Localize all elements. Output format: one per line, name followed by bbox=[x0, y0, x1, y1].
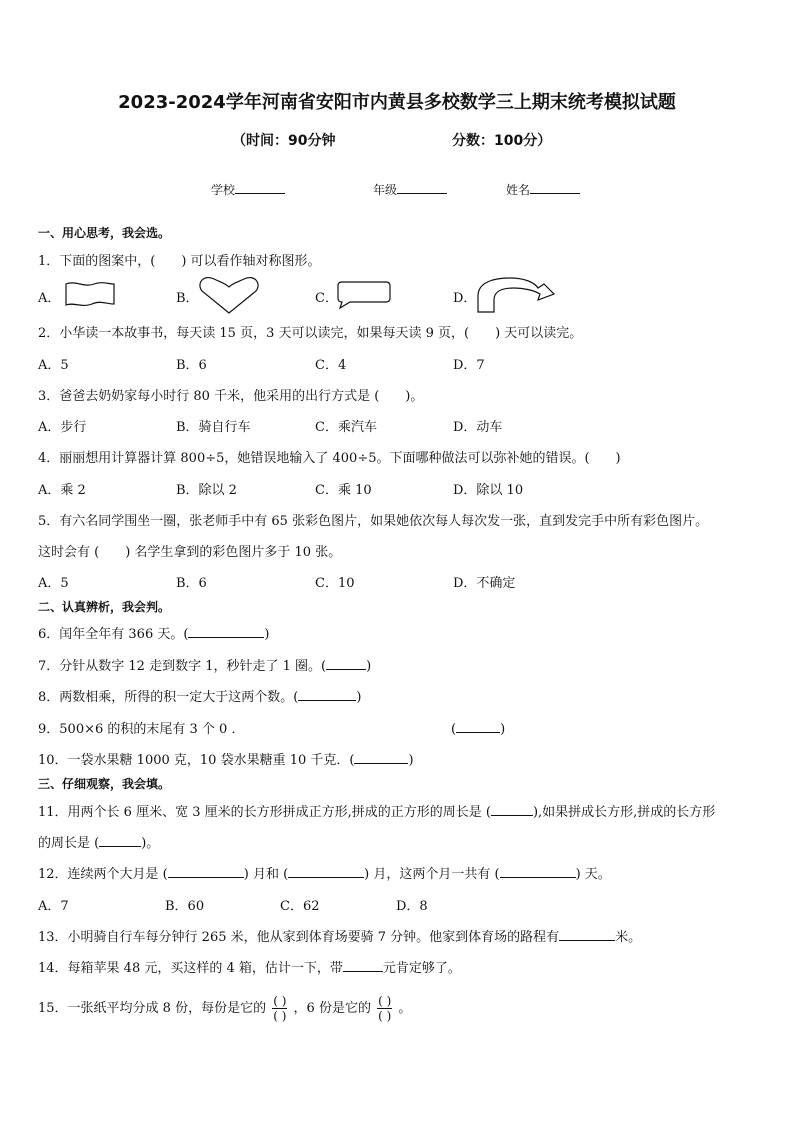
question-15-p1: 15．一张纸平均分成 8 份，每份是它的 bbox=[38, 1001, 267, 1016]
question-12-p4: ) 天。 bbox=[575, 867, 611, 882]
question-15-p2: ，6 份是它的 bbox=[293, 1001, 371, 1016]
q2-option-d[interactable]: D．7 bbox=[453, 358, 485, 373]
question-9: 9．500×6 的积的末尾有 3 个 0 ． bbox=[38, 722, 245, 737]
q4-option-d[interactable]: D．除以 10 bbox=[453, 483, 524, 498]
q1-option-c[interactable]: C． bbox=[315, 291, 338, 306]
q12-option-d[interactable]: D．8 bbox=[396, 899, 428, 914]
q3-option-d[interactable]: D．动车 bbox=[453, 420, 503, 435]
question-6-text: 6．闰年全年有 366 天。( bbox=[38, 627, 189, 642]
q3-option-b[interactable]: B．骑自行车 bbox=[176, 420, 251, 435]
answer-blank[interactable] bbox=[491, 801, 533, 816]
question-7-end: ) bbox=[366, 659, 372, 674]
q12-option-a[interactable]: A．7 bbox=[38, 899, 69, 914]
question-2: 2．小华读一本故事书，每天读 15 页，3 天可以读完，如果每天读 9 页，( ) 天可以读完。 bbox=[38, 326, 583, 341]
answer-blank[interactable] bbox=[326, 655, 366, 670]
question-10-end: ) bbox=[408, 753, 414, 768]
question-8 bbox=[38, 686, 361, 705]
school-label: 学校 bbox=[211, 183, 236, 197]
answer-blank[interactable] bbox=[188, 623, 264, 638]
q5-option-d[interactable]: D．不确定 bbox=[453, 576, 516, 591]
answer-blank[interactable] bbox=[298, 686, 356, 701]
question-13 bbox=[38, 926, 641, 945]
question-4: 4．丽丽想用计算器计算 800÷5，她错误地输入了 400÷5。下面哪种做法可以弥补她的错误。( ) bbox=[38, 451, 621, 466]
exam-title: 2023-2024学年河南省安阳市内黄县多校数学三上期末统考模拟试题 bbox=[118, 92, 676, 113]
answer-blank[interactable] bbox=[354, 749, 408, 764]
question-11-line-2-b: )。 bbox=[141, 836, 160, 851]
question-15 bbox=[38, 994, 411, 1023]
q3-option-c[interactable]: C．乘汽车 bbox=[315, 420, 377, 435]
question-14-end: 元肯定够了。 bbox=[382, 961, 461, 976]
question-11-line-1 bbox=[38, 801, 715, 820]
answer-blank[interactable] bbox=[168, 863, 244, 878]
question-13-end: 米。 bbox=[615, 930, 642, 945]
section-1-heading: 一、用心思考，我会选。 bbox=[38, 226, 171, 240]
question-12 bbox=[38, 863, 611, 882]
question-10-text: 10．一袋水果糖 1000 克，10 袋水果糖重 10 千克．( bbox=[38, 753, 355, 768]
exam-time: （时间：90分钟 bbox=[232, 133, 336, 149]
school-field[interactable] bbox=[211, 181, 285, 198]
answer-blank[interactable] bbox=[500, 863, 576, 878]
question-14-text: 14．每箱苹果 48 元，买这样的 4 箱，估计一下，带 bbox=[38, 961, 343, 976]
exam-score: 分数：100分） bbox=[452, 133, 552, 149]
question-7-text: 7．分针从数字 12 走到数字 1，秒针走了 1 圈。( bbox=[38, 659, 327, 674]
question-10 bbox=[38, 749, 414, 768]
q1-option-b[interactable]: B． bbox=[176, 291, 199, 306]
fraction-numerator: ( ) bbox=[273, 994, 287, 1008]
q3-option-a[interactable]: A．步行 bbox=[38, 420, 87, 435]
question-11-part-1: 11．用两个长 6 厘米、宽 3 厘米的长方形拼成正方形,拼成的正方形的周长是 ( bbox=[38, 805, 491, 820]
answer-blank[interactable] bbox=[288, 863, 364, 878]
answer-blank[interactable] bbox=[559, 926, 615, 941]
q5-option-a[interactable]: A．5 bbox=[38, 576, 69, 591]
speech-bubble-icon bbox=[336, 280, 392, 310]
fraction-blank[interactable] bbox=[377, 994, 392, 1023]
question-1: 1．下面的图案中，( ) 可以看作轴对称图形。 bbox=[38, 254, 321, 269]
q4-option-a[interactable]: A．乘 2 bbox=[38, 483, 86, 498]
curved-arrow-icon bbox=[474, 276, 558, 314]
fraction-blank[interactable] bbox=[272, 994, 287, 1023]
q5-option-c[interactable]: C．10 bbox=[315, 576, 355, 591]
question-11-line-2 bbox=[38, 832, 159, 851]
q1-option-a[interactable]: A． bbox=[38, 291, 61, 306]
flag-icon bbox=[64, 280, 116, 308]
q2-option-c[interactable]: C．4 bbox=[315, 358, 347, 373]
question-5-line-1: 5．有六名同学围坐一圈，张老师手中有 65 张彩色图片，如果她依次每人每次发一张，直到发完手中所有彩色图片。 bbox=[38, 514, 709, 529]
answer-blank[interactable] bbox=[343, 957, 383, 972]
heart-icon bbox=[198, 275, 260, 315]
question-12-p1: 12．连续两个大月是 ( bbox=[38, 867, 168, 882]
q4-option-b[interactable]: B．除以 2 bbox=[176, 483, 237, 498]
fraction-denominator: ( ) bbox=[273, 1009, 287, 1023]
question-12-p3: ) 月，这两个月一共有 ( bbox=[364, 867, 500, 882]
question-6-end: ) bbox=[264, 627, 270, 642]
question-5-line-2: 这时会有 ( ) 名学生拿到的彩色图片多于 10 张。 bbox=[38, 545, 342, 560]
question-12-p2: ) 月和 ( bbox=[243, 867, 289, 882]
name-label: 姓名 bbox=[506, 183, 531, 197]
fraction-denominator: ( ) bbox=[378, 1009, 392, 1023]
q4-option-c[interactable]: C．乘 10 bbox=[315, 483, 372, 498]
question-8-text: 8．两数相乘，所得的积一定大于这两个数。( bbox=[38, 690, 299, 705]
q2-option-b[interactable]: B．6 bbox=[176, 358, 207, 373]
grade-field[interactable] bbox=[373, 181, 447, 198]
question-14 bbox=[38, 957, 461, 976]
question-11-line-2-a: 的周长是 ( bbox=[38, 836, 100, 851]
q12-option-c[interactable]: C．62 bbox=[280, 899, 320, 914]
question-15-p3: 。 bbox=[398, 1001, 412, 1016]
q2-option-a[interactable]: A．5 bbox=[38, 358, 69, 373]
answer-blank[interactable] bbox=[456, 718, 500, 733]
question-9-answer bbox=[451, 718, 505, 737]
section-2-heading: 二、认真辨析，我会判。 bbox=[38, 600, 171, 614]
question-7 bbox=[38, 655, 371, 674]
question-8-end: ) bbox=[356, 690, 362, 705]
question-3: 3．爸爸去奶奶家每小时行 80 千米，他采用的出行方式是 ( )。 bbox=[38, 389, 424, 404]
section-3-heading: 三、仔细观察，我会填。 bbox=[38, 777, 171, 791]
q5-option-b[interactable]: B．6 bbox=[176, 576, 207, 591]
grade-label: 年级 bbox=[373, 183, 398, 197]
question-6 bbox=[38, 623, 270, 642]
fraction-numerator: ( ) bbox=[378, 994, 392, 1008]
question-13-text: 13．小明骑自行车每分钟行 265 米，他从家到体育场要骑 7 分钟。他家到体育场的路程有 bbox=[38, 930, 560, 945]
name-field[interactable] bbox=[506, 181, 580, 198]
question-9-end: ) bbox=[500, 722, 506, 737]
q1-option-d[interactable]: D． bbox=[453, 291, 477, 306]
answer-blank[interactable] bbox=[99, 832, 141, 847]
question-9-open: ( bbox=[451, 722, 457, 737]
q12-option-b[interactable]: B．60 bbox=[165, 899, 205, 914]
question-11-part-2: ),如果拼成长方形,拼成的长方形 bbox=[532, 805, 716, 820]
